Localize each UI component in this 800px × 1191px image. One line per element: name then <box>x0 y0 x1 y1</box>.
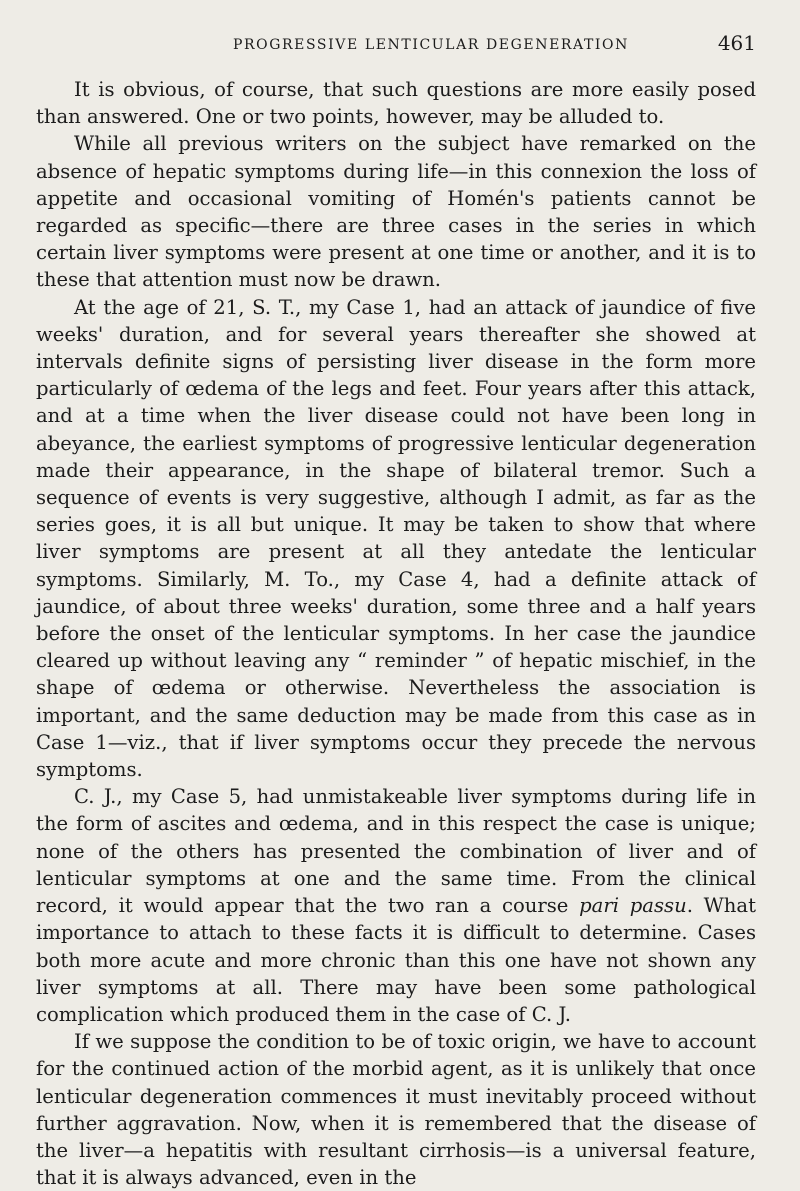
running-title: PROGRESSIVE LENTICULAR DEGENERATION <box>233 37 629 53</box>
paragraph-text: C. J., my Case 5, had unmistakeable liver symptoms during life in the form of ascites and œdema, and in this respect the case is unique; none of the others has presented the combination of liver and of lenticular symptoms at one and the same time. From the clinical record, it would appear that the two ran a course <box>36 785 756 918</box>
paragraph: If we suppose the condition to be of toxic origin, we have to account for the continued action of the morbid agent, as it is unlikely that once lenticular degeneration commences it must inevitably proceed without further aggravation. Now, when it is remembered that the disease of the liver—a hepatitis with resultant cirrhosis—is a universal feature, that it is always advanced, even in the <box>36 1030 756 1190</box>
paragraph: It is obvious, of course, that such questions are more easily posed than answered. One or two points, however, may be alluded to. <box>36 78 756 129</box>
page-header <box>36 28 756 60</box>
paragraph: At the age of 21, S. T., my Case 1, had an attack of jaundice of five weeks' duration, and for several years thereafter she showed at intervals definite signs of persisting liver disease in the form more particularly of œdema of the legs and feet. Four years after this attack, and at a time when the liver disease could not have been long in abeyance, the earliest symptoms of progressive lenticular degeneration made their appearance, in the shape of bilateral tremor. Such a sequence of events is very suggestive, although I admit, as far as the series goes, it is all but unique. It may be taken to show that where liver symptoms are present at all they antedate the lenticular symptoms. Similarly, M. To., my Case 4, had a definite attack of jaundice, of about three weeks' duration, some three and a half years before the onset of the lenticular symptoms. In her case the jaundice cleared up without leaving any “ reminder ” of hepatic mischief, in the shape of œdema or otherwise. Nevertheless the association is important, and the same deduction may be made from this case as in Case 1—viz., that if liver symptoms occur they precede the nervous symptoms. <box>36 295 756 782</box>
paragraph-text: . What importance to attach to these facts it is difficult to determine. Cases both more acute and more chronic than this one have not shown any liver symptoms at all. There may have been some pathological complication which produced them in the case of C. J. <box>36 894 756 1026</box>
body-text <box>36 76 756 1191</box>
paragraph: While all previous writers on the subject have remarked on the absence of hepatic symptoms during life—in this connexion the loss of appetite and occasional vomiting of Homén's patients cannot be regarded as specific—there are three cases in the series in which certain liver symptoms were present at one time or another, and it is to these that attention must now be drawn. <box>36 132 756 292</box>
paragraph <box>36 783 756 1028</box>
page-number: 461 <box>717 31 756 55</box>
latin-phrase: pari passu <box>579 894 687 918</box>
